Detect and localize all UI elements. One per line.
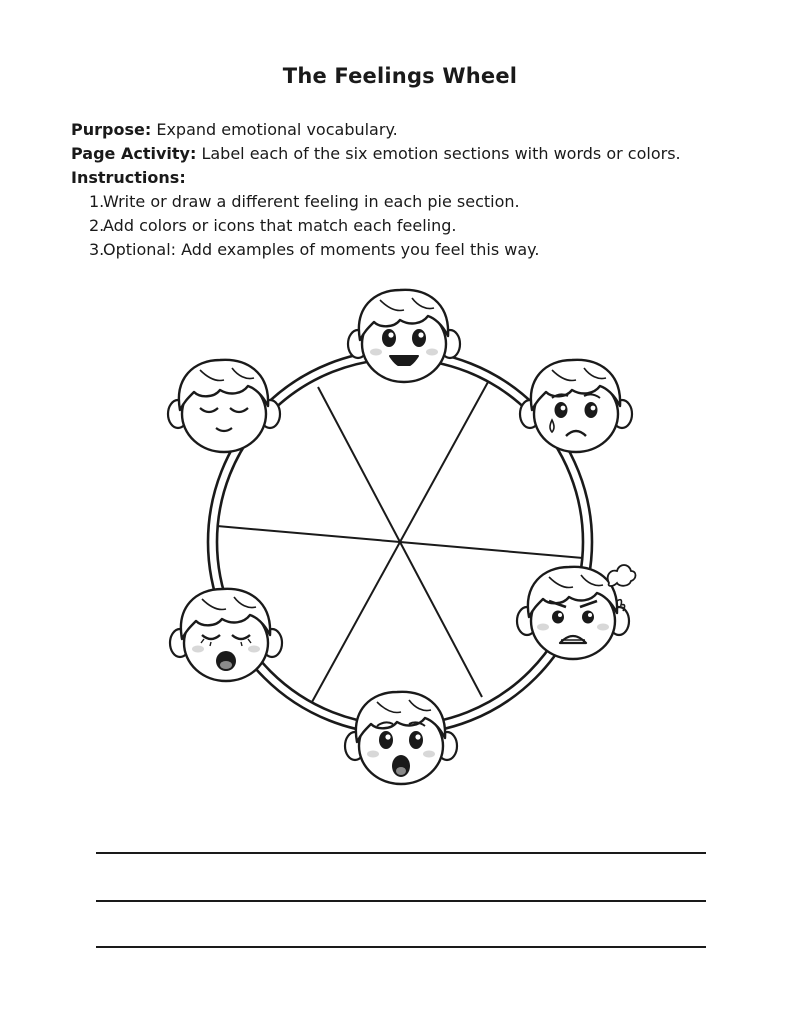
- page-title: The Feelings Wheel: [282, 64, 518, 88]
- step-number: 3.: [89, 240, 105, 259]
- step-number: 2.: [89, 216, 105, 235]
- writing-line[interactable]: [96, 900, 706, 902]
- purpose-label: Purpose:: [71, 120, 152, 139]
- page-activity-text: Label each of the six emotion sections with words or colors.: [201, 144, 681, 163]
- instructions-label: Instructions:: [71, 168, 186, 187]
- writing-line[interactable]: [96, 852, 706, 854]
- step-number: 1.: [89, 192, 105, 211]
- purpose-text: Expand emotional vocabulary.: [156, 120, 398, 139]
- page-activity-label: Page Activity:: [71, 144, 197, 163]
- step-text: Write or draw a different feeling in each pie section.: [103, 192, 520, 211]
- writing-line[interactable]: [96, 946, 706, 948]
- step-text: Add colors or icons that match each feeling.: [103, 216, 457, 235]
- step-text: Optional: Add examples of moments you feel this way.: [103, 240, 540, 259]
